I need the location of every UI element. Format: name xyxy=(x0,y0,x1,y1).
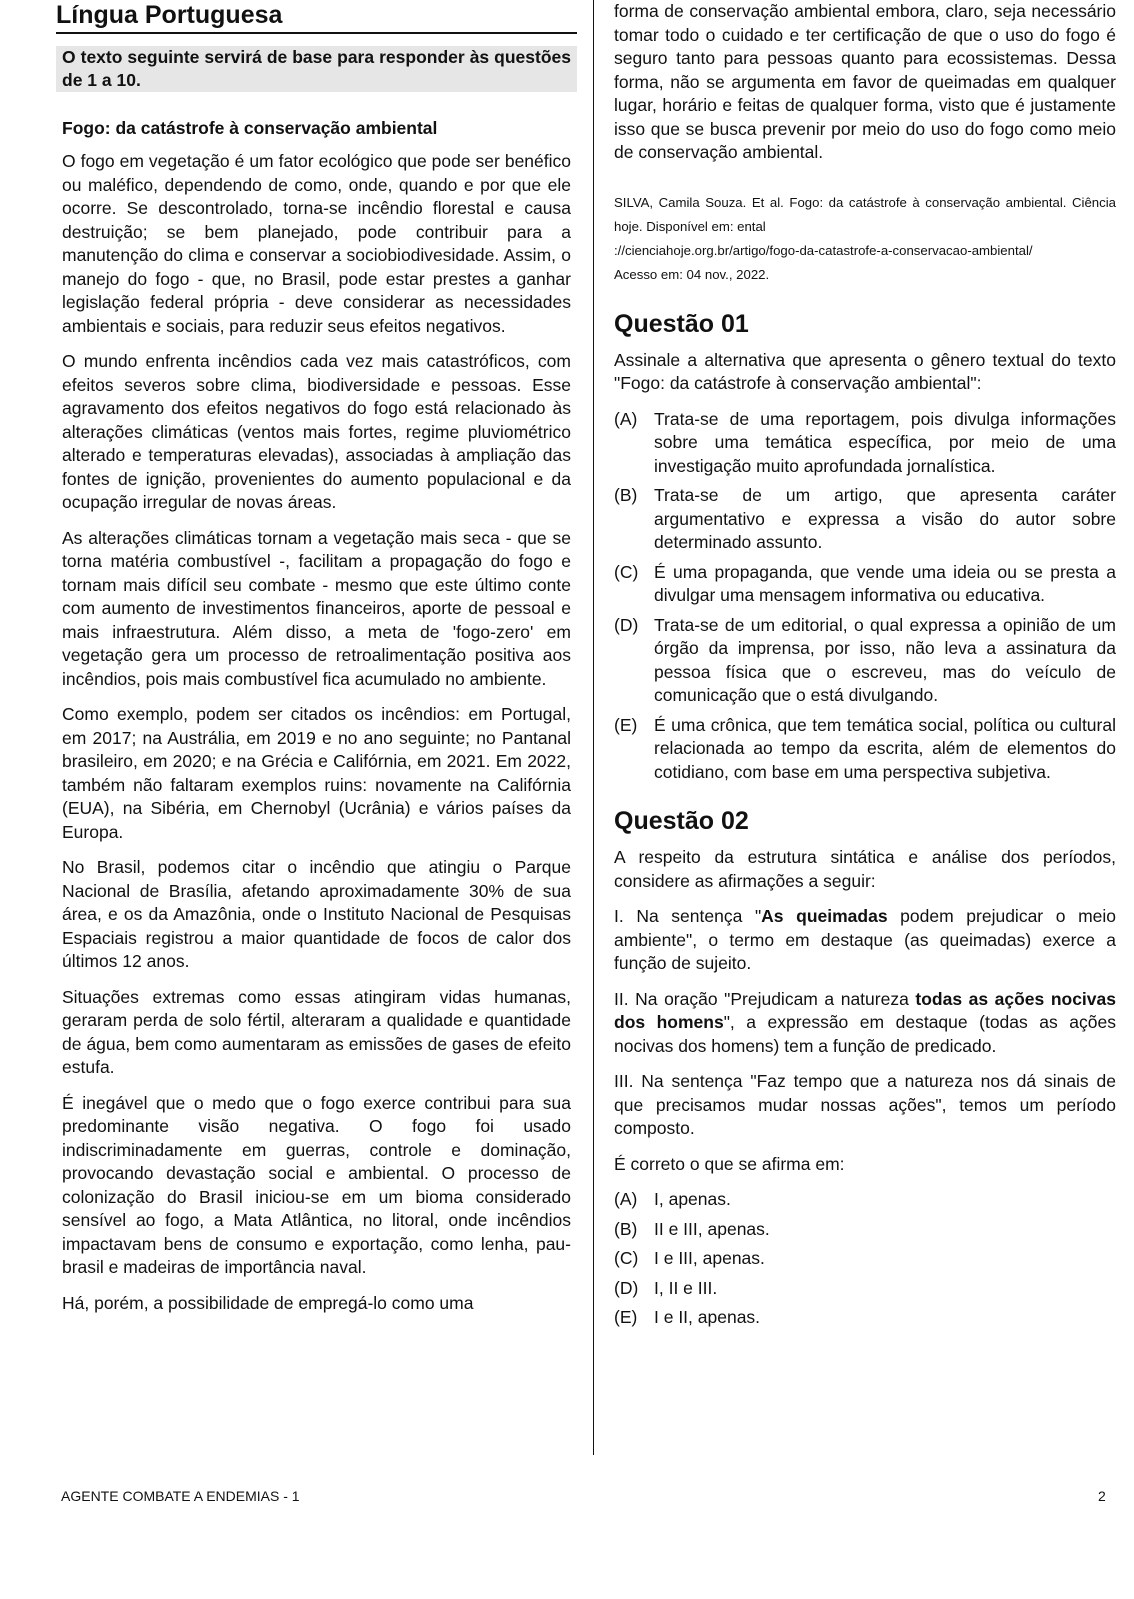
citation xyxy=(614,191,1116,287)
option-e[interactable]: (E) É uma crônica, que tem temática social, política ou cultural relacionada ao tempo da escrita, além de elementos do cotidiano, com base em uma perspectiva subjetiva. xyxy=(614,714,1116,782)
header-divider xyxy=(56,32,577,34)
question-2-ask: É correto o que se afirma em: xyxy=(614,1153,845,1174)
text-paragraph: Há, porém, a possibilidade de empregá-lo como uma xyxy=(62,1292,474,1313)
citation-line: SILVA, Camila Souza. Et al. Fogo: da catástrofe à conservação ambiental. Ciência hoje. Disponível em: ental xyxy=(614,194,1116,234)
section-title: Língua Portuguesa xyxy=(56,1,283,29)
text-paragraph-continuation: forma de conservação ambiental embora, claro, seja necessário tomar todo o cuidado e ter certificação de que o uso do fogo é seguro tanto para pessoas quanto para ecossistemas. Dessa forma, não se argumenta em favor de queimadas em qualquer lugar, horário e feitas de qualquer forma, visto que é justamente isso que se busca prevenir por meio do uso do fogo como meio de conservação ambiental. xyxy=(614,1,1116,162)
question-1-prompt: Assinale a alternativa que apresenta o gênero textual do texto "Fogo: da catástrofe à conservação ambiental": xyxy=(614,349,1116,393)
text-paragraph: No Brasil, podemos citar o incêndio que atingiu o Parque Nacional de Brasília, afetando aproximadamente 30% de sua área, e os da Amazônia, onde o Instituto Nacional de Pesquisas Espaciais registrou a maior quantidade de focos de calor dos últimos 12 anos. xyxy=(62,857,571,971)
text-paragraph: Como exemplo, podem ser citados os incêndios: em Portugal, em 2017; na Austrália, em 2019 e no ano seguinte; no Pantanal brasileiro, em 2020; e na Grécia e Califórnia, em 2021. Em 2022, também não faltaram exemplos ruins: novamente na Califórnia (EUA), na Sibéria, em Chernobyl (Ucrânia) e vários países da Europa. xyxy=(62,704,571,842)
citation-line: Acesso em: 04 nov., 2022. xyxy=(614,266,770,282)
left-column xyxy=(56,46,577,1327)
text-paragraph: É inegável que o medo que o fogo exerce contribui para sua predominante visão negativa. O fogo foi usado indiscriminadamente em guerras, controle e dominação, provocando devastação social e ambiental. O processo de colonização do Brasil iniciou-se em um bioma considerado sensível ao fogo, a Mata Atlântica, no litoral, onde incêndios impactavam bens de consumo e exportação, como lenha, pau-brasil e madeiras de importância naval. xyxy=(62,1092,571,1277)
citation-line: ://cienciahoje.org.br/artigo/fogo-da-catastrofe-a-conservacao-ambiental/ xyxy=(614,242,1033,258)
option-c[interactable]: (C) É uma propaganda, que vende uma ideia ou se presta a divulgar uma mensagem informativa ou educativa. xyxy=(614,561,1116,605)
option-b[interactable]: (B) II e III, apenas. xyxy=(614,1218,770,1239)
text-paragraph: O fogo em vegetação é um fator ecológico que pode ser benéfico ou maléfico, dependendo de como, onde, quando e por que ele ocorre. Se descontrolado, torna-se incêndio florestal e causa destruição; se bem planejado, pode contribuir para a manutenção do clima e conservar a sociobiodivesidade. Assim, o manejo do fogo - que, no Brasil, pode estar prestes a ganhar legislação federal própria - deve considerar as necessidades ambientais e sociais, para reduzir seus efeitos negativos. xyxy=(62,151,571,336)
statement-3: III. Na sentença "Faz tempo que a natureza nos dá sinais de que precisamos mudar nossas ações", temos um período composto. xyxy=(614,1071,1116,1138)
option-b[interactable]: (B) Trata-se de um artigo, que apresenta caráter argumentativo e expressa a visão do autor sobre determinado assunto. xyxy=(614,485,1116,552)
text-title: Fogo: da catástrofe à conservação ambiental xyxy=(62,118,438,138)
right-column xyxy=(614,0,1116,1336)
text-paragraph: Situações extremas como essas atingiram vidas humanas, geraram perda de solo fértil, alteraram a qualidade e quantidade de água, bem como aumentaram as emissões de gases de efeito estufa. xyxy=(62,986,571,1077)
option-d[interactable]: (D) I, II e III. xyxy=(614,1277,718,1298)
instruction-box: O texto seguinte servirá de base para responder às questões de 1 a 10. xyxy=(56,46,577,92)
option-a[interactable]: (A) I, apenas. xyxy=(614,1189,731,1209)
option-c[interactable]: (C) I e III, apenas. xyxy=(614,1248,765,1268)
footer-exam-name: AGENTE COMBATE A ENDEMIAS - 1 xyxy=(61,1488,300,1504)
page-number: 2 xyxy=(1098,1488,1106,1504)
column-divider xyxy=(593,0,594,1455)
question-1-options xyxy=(614,408,1116,785)
reading-text xyxy=(56,116,577,1315)
text-paragraph: As alterações climáticas tornam a vegetação mais seca - que se torna matéria combustível -, facilitam a propagação do fogo e tornam mais difícil seu combate - mesmo que este último conte com aumento de investimentos financeiros, aporte de pessoal e mais infraestrutura. Além disso, a meta de 'fogo-zero' em vegetação gera um processo de retroalimentação positiva aos incêndios, pois mais combustível fica acumulado no ambiente. xyxy=(62,527,571,689)
option-d[interactable]: (D) Trata-se de um editorial, o qual expressa a opinião de um órgão da imprensa, por isso, não leva a assinatura da pessoa física que o escreveu, mas do veículo de comunicação que o está divulgando. xyxy=(614,614,1116,705)
statement-1: I. Na sentença "As queimadas podem prejudicar o meio ambiente", o termo em destaque (as queimadas) exerce a função de sujeito. xyxy=(614,906,1117,973)
option-a[interactable]: (A) Trata-se de uma reportagem, pois divulga informações sobre uma temática específica, por meio de uma investigação muito aprofundada jornalística. xyxy=(614,408,1116,476)
question-2-options xyxy=(614,1188,1116,1330)
question-1-heading: Questão 01 xyxy=(614,309,749,338)
page-header xyxy=(56,0,576,30)
question-2-heading: Questão 02 xyxy=(614,807,749,835)
text-paragraph: O mundo enfrenta incêndios cada vez mais catastróficos, com efeitos severos sobre clima, biodiversidade e pessoas. Esse agravamento dos efeitos negativos do fogo está relacionado às alterações climáticas (ventos mais fortes, regime pluviométrico alterado e temperaturas elevadas), associadas à ampliação das fontes de ignição, provenientes do aumento populacional e da ocupação irregular de novas áreas. xyxy=(62,351,571,512)
question-2-prompt: A respeito da estrutura sintática e análise dos períodos, considere as afirmações a seguir: xyxy=(614,847,1116,891)
statement-2: II. Na oração "Prejudicam a natureza todas as ações nocivas dos homens", a expressão em destaque (todas as ações nocivas dos homens) tem a função de predicado. xyxy=(614,988,1116,1056)
option-e[interactable]: (E) I e II, apenas. xyxy=(614,1307,761,1327)
